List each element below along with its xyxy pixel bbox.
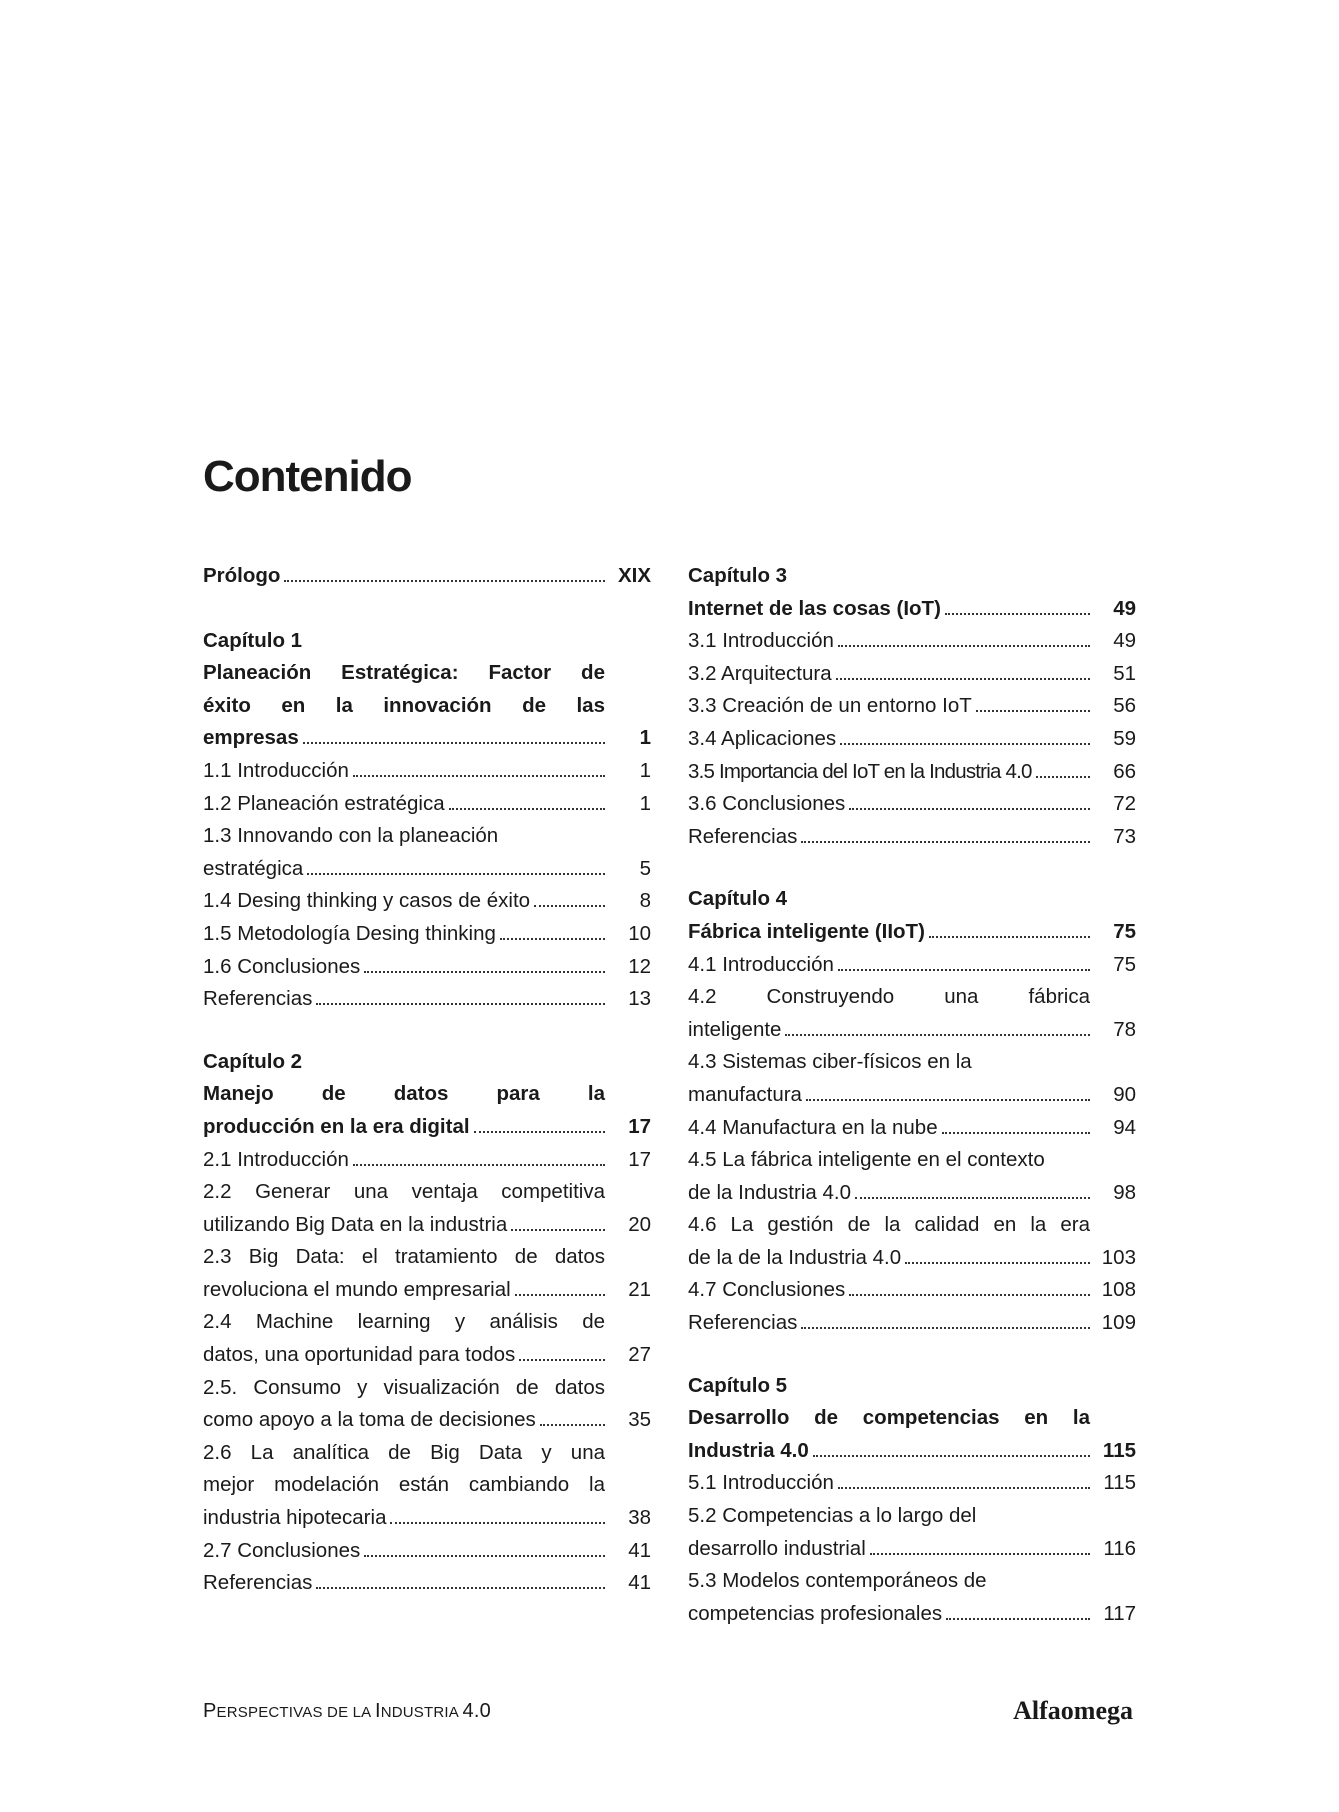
toc-entry-chapter-title[interactable]: Fábrica inteligente (IIoT) 75 — [688, 919, 1136, 943]
toc-entry-chapter-title[interactable]: Industria 4.0 115 — [688, 1438, 1136, 1462]
toc-entry-line: 4.6 La gestión de la calidad en la era — [688, 1213, 1090, 1237]
chapter-heading: Capítulo 1 — [203, 628, 303, 652]
chapter-title-line: Desarrollo de competencias en la — [688, 1406, 1090, 1430]
toc-entry[interactable]: 4.7 Conclusiones 108 — [688, 1278, 1136, 1302]
toc-entry[interactable]: desarrollo industrial 116 — [688, 1536, 1136, 1560]
toc-entry[interactable]: 4.4 Manufactura en la nube 94 — [688, 1115, 1136, 1139]
toc-entry[interactable]: manufactura 90 — [688, 1082, 1136, 1106]
toc-entry[interactable]: 2.1 Introducción 17 — [203, 1147, 651, 1171]
toc-entry[interactable]: Referencias 109 — [688, 1311, 1136, 1335]
toc-entry[interactable]: de la Industria 4.0 98 — [688, 1180, 1136, 1204]
toc-entry[interactable]: 1.6 Conclusiones 12 — [203, 954, 651, 978]
toc-entry[interactable]: 3.6 Conclusiones 72 — [688, 792, 1136, 816]
toc-entry-line: 2.5. Consumo y visualización de datos — [203, 1375, 605, 1399]
page-title: Contenido — [203, 452, 412, 501]
toc-entry[interactable]: 3.2 Arquitectura 51 — [688, 661, 1136, 685]
toc-entry[interactable]: 3.1 Introducción 49 — [688, 629, 1136, 653]
chapter-title-line: Planeación Estratégica: Factor de — [203, 661, 605, 685]
toc-entry-chapter-title[interactable]: producción en la era digital 17 — [203, 1114, 651, 1138]
toc-entry-chapter-title[interactable]: empresas 1 — [203, 726, 651, 750]
toc-entry[interactable]: estratégica 5 — [203, 856, 651, 880]
publisher-name: Alfaomega — [1013, 1696, 1133, 1725]
toc-entry-line: 4.2 Construyendo una fábrica — [688, 985, 1090, 1009]
toc-entry[interactable]: 3.4 Aplicaciones 59 — [688, 726, 1136, 750]
toc-entry[interactable]: 2.7 Conclusiones 41 — [203, 1538, 651, 1562]
toc-entry[interactable]: 5.1 Introducción 115 — [688, 1471, 1136, 1495]
toc-entry[interactable]: 1.5 Metodología Desing thinking 10 — [203, 921, 651, 945]
toc-entry[interactable]: 1.2 Planeación estratégica 1 — [203, 791, 651, 815]
toc-entry[interactable]: 3.5 Importancia del IoT en la Industria 4.0 66 — [688, 759, 1136, 783]
chapter-title-line: Manejo de datos para la — [203, 1082, 605, 1106]
toc-entry[interactable]: 4.1 Introducción 75 — [688, 952, 1136, 976]
toc-entry-line: 5.2 Competencias a lo largo del — [688, 1504, 977, 1528]
toc-entry[interactable]: datos, una oportunidad para todos 27 — [203, 1343, 651, 1367]
chapter-heading: Capítulo 4 — [688, 887, 788, 911]
chapter-heading: Capítulo 2 — [203, 1049, 303, 1073]
toc-entry-line: 2.3 Big Data: el tratamiento de datos — [203, 1245, 605, 1269]
chapter-heading: Capítulo 3 — [688, 564, 788, 587]
toc-entry[interactable]: inteligente 78 — [688, 1017, 1136, 1041]
book-title-footer: PERSPECTIVAS DE LA INDUSTRIA 4.0 — [203, 1700, 491, 1722]
toc-entry[interactable]: 1.1 Introducción 1 — [203, 758, 651, 782]
toc-right-column — [688, 560, 1136, 1630]
toc-entry-line: 4.3 Sistemas ciber-físicos en la — [688, 1050, 972, 1074]
toc-entry[interactable]: utilizando Big Data en la industria 20 — [203, 1212, 651, 1236]
toc-entry[interactable]: Referencias 73 — [688, 824, 1136, 848]
toc-entry-line: 5.3 Modelos contemporáneos de — [688, 1569, 987, 1593]
toc-entry[interactable]: industria hipotecaria 38 — [203, 1506, 651, 1530]
chapter-title-line: éxito en la innovación de las — [203, 693, 605, 717]
toc-entry[interactable]: como apoyo a la toma de decisiones 35 — [203, 1408, 651, 1432]
toc-entry[interactable]: de la de la Industria 4.0 103 — [688, 1245, 1136, 1269]
toc-entry[interactable]: 1.4 Desing thinking y casos de éxito 8 — [203, 889, 651, 913]
toc-entry[interactable]: 3.3 Creación de un entorno IoT 56 — [688, 694, 1136, 718]
toc-entry-prologo[interactable]: Prólogo XIX — [203, 564, 651, 587]
chapter-heading: Capítulo 5 — [688, 1373, 788, 1397]
toc-left-column — [203, 560, 651, 1600]
toc-entry[interactable]: Referencias 13 — [203, 987, 651, 1011]
toc-entry[interactable]: competencias profesionales 117 — [688, 1601, 1136, 1625]
toc-entry-line: 2.2 Generar una ventaja competitiva — [203, 1180, 605, 1204]
toc-entry-line: 2.4 Machine learning y análisis de — [203, 1310, 605, 1334]
toc-entry[interactable]: Referencias 41 — [203, 1571, 651, 1595]
toc-entry-line: 2.6 La analítica de Big Data y una — [203, 1440, 605, 1464]
toc-entry-chapter-title[interactable]: Internet de las cosas (IoT) 49 — [688, 596, 1136, 620]
toc-entry-line: 4.5 La fábrica inteligente en el contexto — [688, 1148, 1045, 1172]
toc-entry-line: 1.3 Innovando con la planeación — [203, 824, 499, 848]
toc-entry-line: mejor modelación están cambiando la — [203, 1473, 605, 1497]
toc-entry[interactable]: revoluciona el mundo empresarial 21 — [203, 1277, 651, 1301]
